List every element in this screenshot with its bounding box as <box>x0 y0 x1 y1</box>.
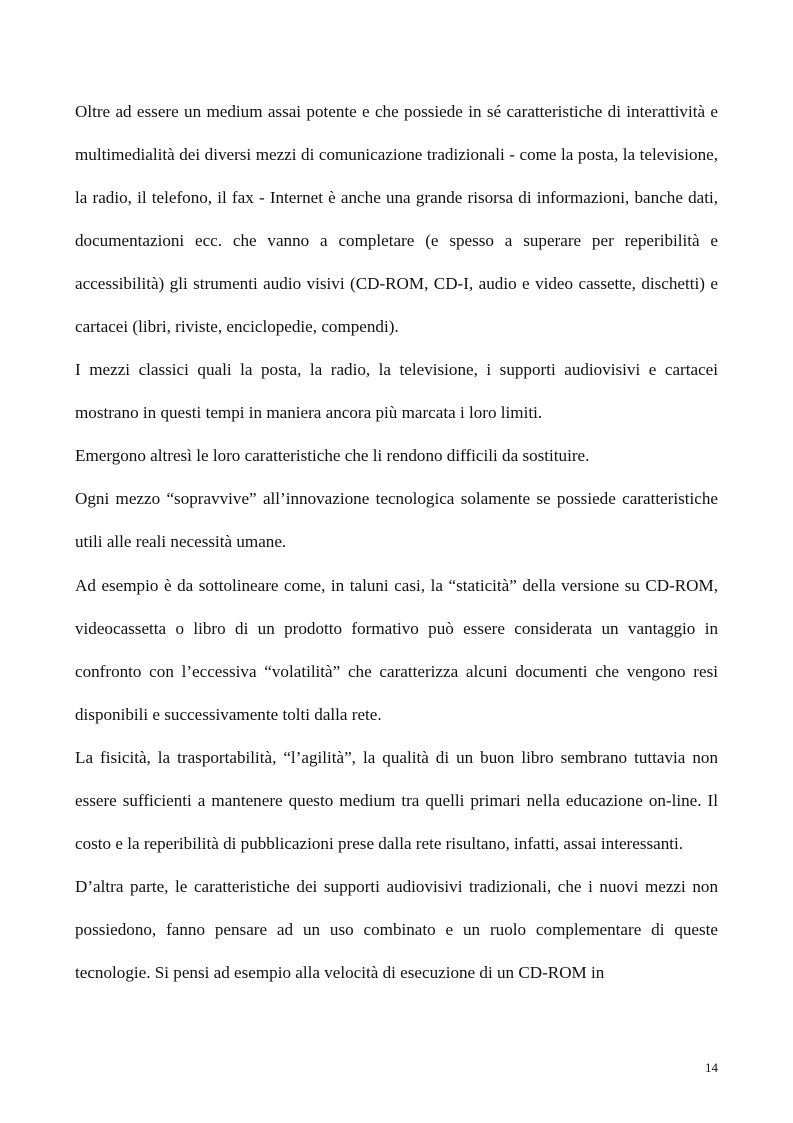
paragraph-1: Oltre ad essere un medium assai potente e che possiede in sé caratteristiche di interattività e multimedialità dei diversi mezzi di comunicazione tradizionali - come la posta, la televisione, la radio, il telefono, il fax - Internet è anche una grande risorsa di informazioni, banche dati, documentazioni ecc. che vanno a completare (e spesso a superare per reperibilità e accessibilità) gli strumenti audio visivi (CD-ROM, CD-I, audio e video cassette, dischetti) e cartacei (libri, riviste, enciclopedie, compendi). <box>75 102 718 337</box>
paragraph-5: Ad esempio è da sottolineare come, in taluni casi, la “staticità” della versione su CD-ROM, videocassetta o libro di un prodotto formativo può essere considerata un vantaggio in confronto con l’eccessiva “volatilità” che caratterizza alcuni documenti che vengono resi disponibili e successivamente tolti dalla rete. <box>75 575 718 724</box>
paragraph-4: Ogni mezzo “sopravvive” all’innovazione tecnologica solamente se possiede caratteristiche utili alle reali necessità umane. <box>75 489 718 552</box>
paragraph-7: D’altra parte, le caratteristiche dei supporti audiovisivi tradizionali, che i nuovi mezzi non possiedono, fanno pensare ad un uso combinato e un ruolo complementare di queste tecnologie. Si pensi ad esempio alla velocità di esecuzione di un CD-ROM in <box>75 876 718 982</box>
body-text <box>75 90 718 994</box>
paragraph-3: Emergono altresì le loro caratteristiche che li rendono difficili da sostituire. <box>75 446 590 466</box>
paragraph-2: I mezzi classici quali la posta, la radio, la televisione, i supporti audiovisivi e cartacei mostrano in questi tempi in maniera ancora più marcata i loro limiti. <box>75 360 718 423</box>
paragraph-6: La fisicità, la trasportabilità, “l’agilità”, la qualità di un buon libro sembrano tuttavia non essere sufficienti a mantenere questo medium tra quelli primari nella educazione on-line. Il costo e la reperibilità di pubblicazioni prese dalla rete risultano, infatti, assai interessanti. <box>75 747 718 853</box>
page-number: 14 <box>705 1060 718 1075</box>
